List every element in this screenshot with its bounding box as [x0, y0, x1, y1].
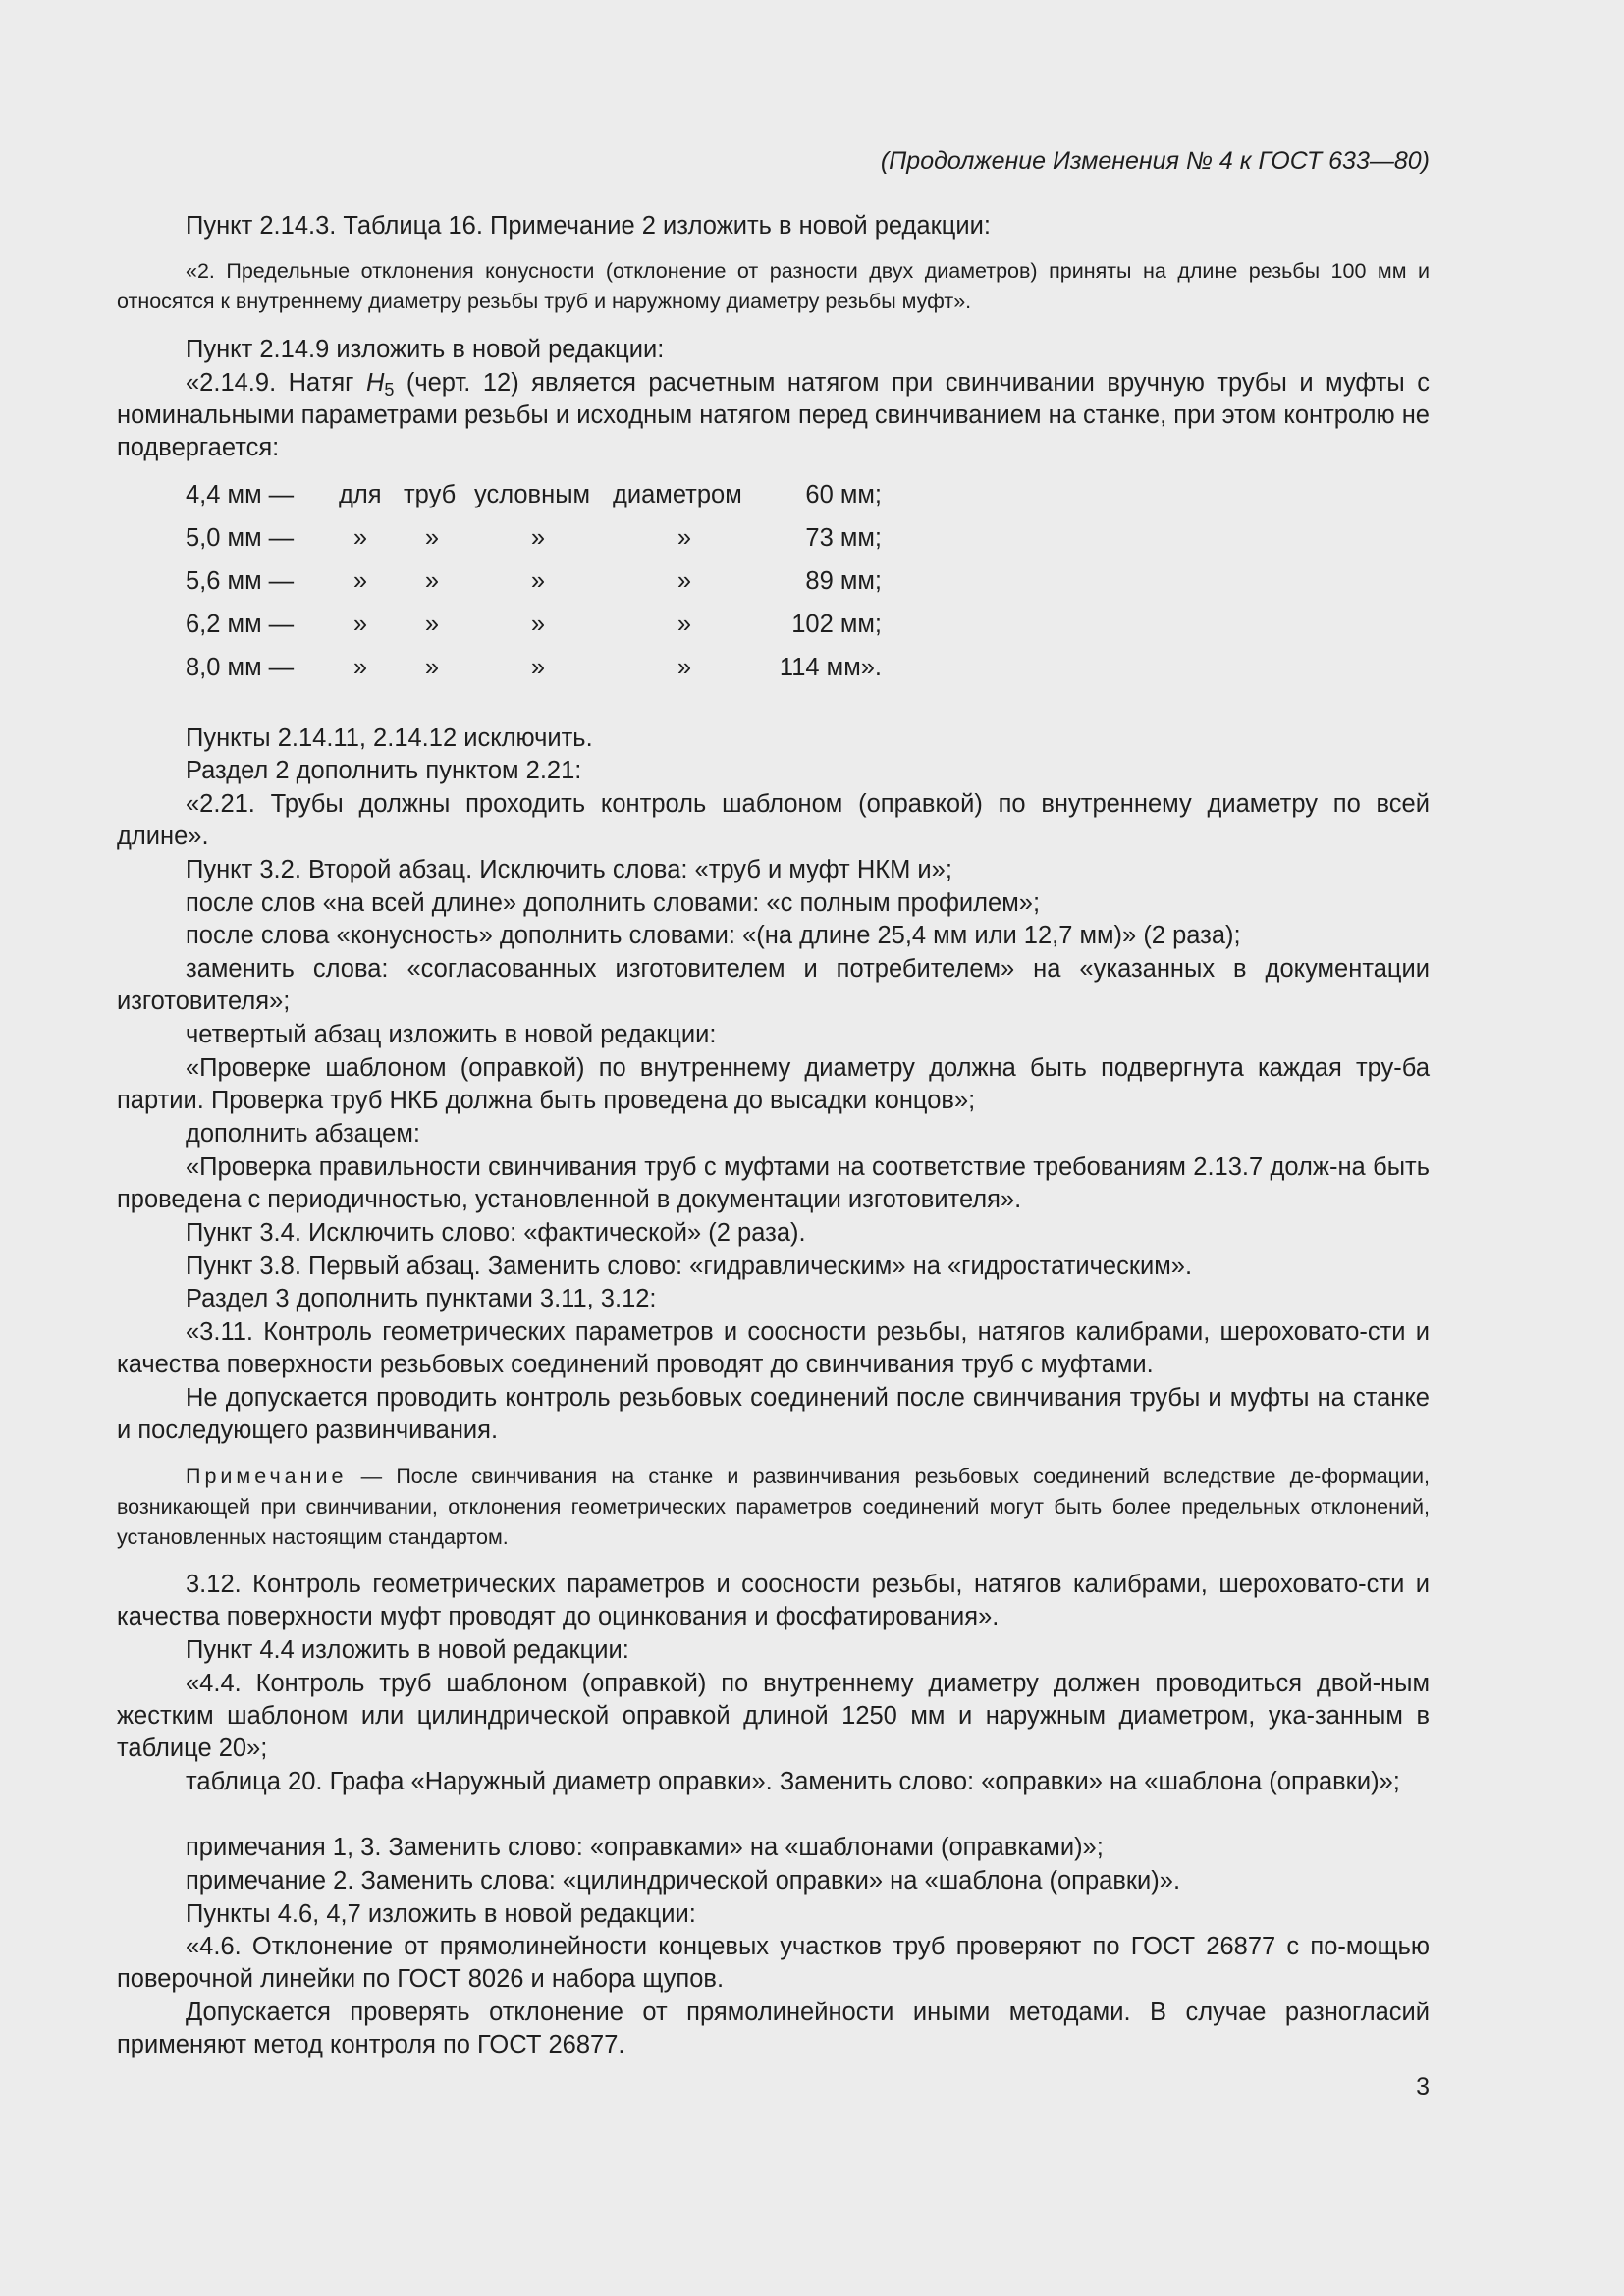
paragraph-2-21: «2.21. Трубы должны проходить контроль шаблоном (оправкой) по внутреннему диаметру по всей длине». [117, 790, 1430, 850]
ditto-mark: » [677, 611, 692, 638]
tension-col2: труб [404, 481, 457, 508]
ditto-mark: » [677, 567, 692, 595]
paragraph-3-2-e: «Проверке шаблоном (оправкой) по внутреннему диаметру должна быть подвергнута каждая тру-ба партии. Проверка труб НКБ должна быть проведена до высадки концов»; [117, 1054, 1430, 1114]
paragraph-3-2: Пункт 3.2. Второй абзац. Исключить слова: «труб и муфт НКМ и»; [186, 856, 952, 883]
tension-value: 6,2 мм — [186, 611, 295, 638]
ditto-mark: » [352, 567, 368, 595]
note-text: — После свинчивания на станке и развинчивания резьбовых соединений вследствие де-формации, возникающей при свинчивании, отклонения геометрических параметров соединений могут быть более предельных отклонений, установленных настоящим стандартом. [117, 1465, 1430, 1549]
p4-rest: (черт. 12) является расчетным натягом при свинчивании вручную трубы и муфты с номинальными параметрами резьбы и исходным натягом перед свинчиванием на станке, при этом контролю не подвергается: [117, 369, 1430, 461]
note-block [117, 1462, 1430, 1553]
ditto-mark: » [424, 611, 440, 638]
paragraph-4-6-b: Допускается проверять отклонение от прямолинейности иными методами. В случае разногласий применяют метод контроля по ГОСТ 26877. [117, 1999, 1430, 2058]
h-symbol: H [365, 369, 385, 397]
paragraph-note-2: примечание 2. Заменить слова: «цилиндрической оправки» на «шаблона (оправки)». [186, 1867, 1181, 1895]
paragraph-section-2: Раздел 2 дополнить пунктом 2.21: [186, 757, 582, 784]
tension-col3: условным [474, 481, 591, 508]
ditto-mark: » [677, 654, 692, 681]
paragraph-3-2-g: «Проверка правильности свинчивания труб с муфтами на соответствие требованиям 2.13.7 долж-на быть проведена с периодичностью, установленной в документации изготовителя». [117, 1153, 1430, 1213]
paragraph-2-14-9-text [117, 367, 1430, 464]
paragraph-3-2-c: заменить слова: «согласованных изготовителем и потребителем» на «указанных в документации изготовителя»; [117, 955, 1430, 1015]
paragraph-2-14-9-intro: Пункт 2.14.9 изложить в новой редакции: [186, 336, 665, 363]
paragraph-3-12: 3.12. Контроль геометрических параметров и соосности резьбы, натягов калибрами, шероховато-сти и качества поверхности муфт проводят до оцинкования и фосфатирования». [117, 1571, 1430, 1630]
paragraph-3-4: Пункт 3.4. Исключить слово: «фактической» (2 раза). [186, 1219, 806, 1247]
tension-diameter: 114 мм». [779, 654, 882, 681]
note-2-text: «2. Предельные отклонения конусности (отклонение от разности двух диаметров) приняты на длине резьбы 100 мм и относятся к внутреннему диаметру резьбы труб и наружному диаметру резьбы муфт». [117, 259, 1430, 313]
paragraph-3-11-b: Не допускается проводить контроль резьбовых соединений после свинчивания трубы и муфты на станке и последующего развинчивания. [117, 1384, 1430, 1444]
ditto-mark: » [530, 611, 546, 638]
p4-start: «2.14.9. Натяг [186, 369, 366, 397]
tension-value: 5,6 мм — [186, 567, 295, 595]
tension-col4: диаметром [613, 481, 742, 508]
paragraph-exclude-2-14-11: Пункты 2.14.11, 2.14.12 исключить. [186, 724, 593, 752]
paragraph-notes-1-3: примечания 1, 3. Заменить слово: «оправками» на «шаблонами (оправками)»; [186, 1834, 1104, 1861]
ditto-mark: » [424, 654, 440, 681]
paragraph-2-14-3: Пункт 2.14.3. Таблица 16. Примечание 2 изложить в новой редакции: [186, 212, 991, 240]
running-header: (Продолжение Изменения № 4 к ГОСТ 633—80) [880, 147, 1430, 175]
ditto-mark: » [530, 567, 546, 595]
tension-value: 4,4 мм — [186, 481, 295, 508]
paragraph-table-20: таблица 20. Графа «Наружный диаметр оправки». Заменить слово: «оправки» на «шаблона (оправки)»; [186, 1768, 1400, 1795]
tension-value: 5,0 мм — [186, 524, 295, 552]
ditto-mark: » [352, 654, 368, 681]
paragraph-3-2-b: после слова «конусность» дополнить словами: «(на длине 25,4 мм или 12,7 мм)» (2 раза); [186, 922, 1241, 949]
ditto-mark: » [530, 654, 546, 681]
ditto-mark: » [352, 611, 368, 638]
paragraph-3-2-d: четвертый абзац изложить в новой редакции: [186, 1021, 717, 1048]
paragraph-4-6: «4.6. Отклонение от прямолинейности концевых участков труб проверяют по ГОСТ 26877 с по-мощью поверочной линейки по ГОСТ 8026 и набора щупов. [117, 1933, 1430, 1993]
tension-diameter: 60 мм; [805, 481, 882, 508]
tension-value: 8,0 мм — [186, 654, 295, 681]
ditto-mark: » [424, 524, 440, 552]
tension-col1: для [339, 481, 382, 508]
page-number: 3 [1416, 2073, 1430, 2101]
ditto-mark: » [677, 524, 692, 552]
tension-diameter: 73 мм; [805, 524, 882, 552]
ditto-mark: » [530, 524, 546, 552]
paragraph-3-2-f: дополнить абзацем: [186, 1120, 420, 1148]
ditto-mark: » [424, 567, 440, 595]
h-subscript: 5 [384, 380, 395, 400]
tension-diameter: 89 мм; [805, 567, 882, 595]
paragraph-section-3: Раздел 3 дополнить пунктами 3.11, 3.12: [186, 1285, 657, 1312]
paragraph-4-4: «4.4. Контроль труб шаблоном (оправкой) по внутреннему диаметру должен проводиться двой-ным жестким шаблоном или цилиндрической оправкой длиной 1250 мм и наружным диаметром, ука-занным в таблице 20»; [117, 1670, 1430, 1762]
paragraph-3-2-a: после слов «на всей длине» дополнить словами: «с полным профилем»; [186, 889, 1041, 917]
paragraph-3-11: «3.11. Контроль геометрических параметров и соосности резьбы, натягов калибрами, шероховато-сти и качества поверхности резьбовых соединений проводят до свинчивания труб с муфтами. [117, 1318, 1430, 1378]
paragraph-4-4-intro: Пункт 4.4 изложить в новой редакции: [186, 1636, 629, 1664]
ditto-mark: » [352, 524, 368, 552]
paragraph-3-8: Пункт 3.8. Первый абзац. Заменить слово: «гидравлическим» на «гидростатическим». [186, 1253, 1193, 1280]
note-label: Примечание [186, 1465, 348, 1488]
tension-diameter: 102 мм; [791, 611, 882, 638]
paragraph-4-6-intro: Пункты 4.6, 4,7 изложить в новой редакции: [186, 1900, 696, 1928]
